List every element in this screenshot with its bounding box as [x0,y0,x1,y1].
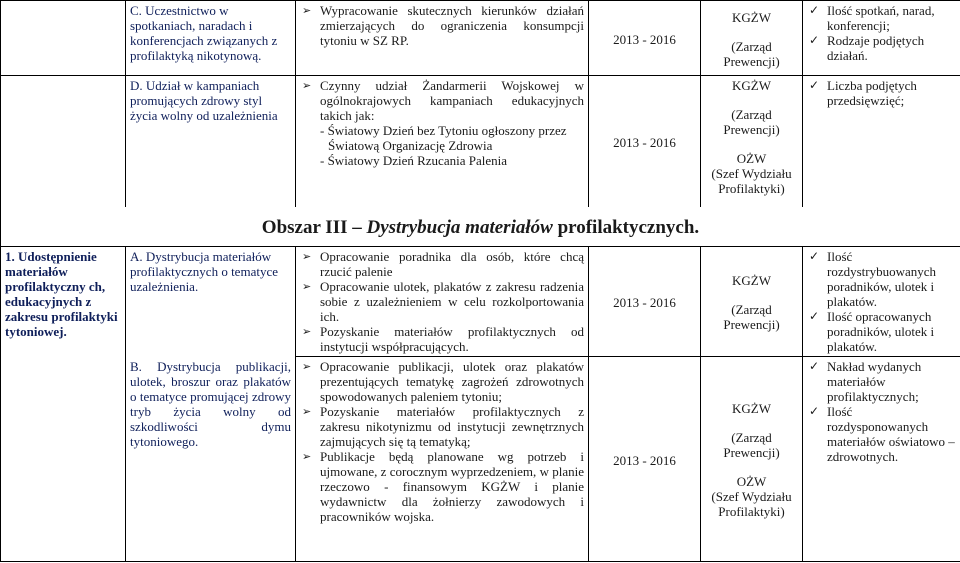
list-item: ✓ Ilość rozdysponowanych materiałów oświatowo – zdrowotnych. [809,404,955,464]
table-row [1,357,960,562]
section-heading: Obszar III – Dystrybucja materiałów profilaktycznych. [1,207,960,247]
list-item: ➢ Publikacje będą planowane wg potrzeb i ujmowane, z corocznym wyprzedzeniem, w planie rzeczowo - finansowym KGŻW i planie wydawnictw dla żołnierzy zawodowych i pracowników wojska. [302,449,584,524]
list-item: ✓ Liczba podjętych przedsięwzięć; [809,78,917,108]
actions-cell [296,357,589,562]
period-cell: 2013 - 2016 [589,357,701,562]
actions-cell [296,247,589,357]
list-item: ✓ Ilość rozdystrybuowanych poradników, ulotek i plakatów. [809,249,937,309]
task-cell: D. Udział w kampaniach promujących zdrowy styl życia wolny od uzależnienia [126,76,296,207]
list-item: ✓ Rodzaje podjętych działań. [809,33,925,63]
indicators-cell [803,247,960,357]
list-item: ✓ Ilość opracowanych poradników, ulotek i plakatów. [809,309,935,354]
indicators-cell [803,1,960,76]
responsible-cell: KGŻW (Zarząd Prewencji) OŻW (Szef Wydziału Profilaktyki) [701,357,803,562]
responsible-cell: KGŻW (Zarząd Prewencji) [701,247,803,357]
arrow-bullet-icon: ➢ [302,405,312,418]
objective-cell [1,76,126,207]
indicators-cell [803,357,960,562]
list-item: ➢ Pozyskanie materiałów profilaktycznych od instytucji współpracujących. [302,324,584,354]
checkmark-icon: ✓ [809,78,820,92]
responsible-cell: KGŻW (Zarząd Prewencji) OŻW (Szef Wydziału Profilaktyki) [701,76,803,207]
responsible-cell: KGŻW (Zarząd Prewencji) [701,1,803,76]
checkmark-icon: ✓ [809,309,820,323]
indicators-cell [803,76,960,207]
arrow-bullet-icon: ➢ [302,450,312,463]
arrow-bullet-icon: ➢ [302,325,312,338]
arrow-bullet-icon: ➢ [302,250,312,263]
list-item: ➢ Opracowanie poradnika dla osób, które chcą rzucić palenie [302,249,584,279]
arrow-bullet-icon: ➢ [302,360,312,373]
task-cell: B. Dystrybucja publikacji, ulotek, broszur oraz plakatów o tematyce promującej zdrowy tryb życia wolny od szkodliwości dymu tytoniowego. [126,357,296,562]
checkmark-icon: ✓ [809,404,820,418]
list-item: ➢ Czynny udział Żandarmerii Wojskowej w ogólnokrajowych kampaniach edukacyjnych takich jak: - Światowy Dzień bez Tytoniu ogłoszony przez Światową Organizację Zdrowia - Światowy Dzień Rzucania Palenia [302,78,584,168]
checkmark-icon: ✓ [809,359,820,373]
actions-cell [296,1,589,76]
list-item: ➢ Pozyskanie materiałów profilaktycznych z zakresu nikotynizmu od instytucji zewnętrznych zajmujących się tą tematyką; [302,404,584,449]
list-item: ➢ Wypracowanie skutecznych kierunków działań zmierzających do ograniczenia konsumpcji tytoniu w SZ RP. [302,3,584,48]
table-row [1,76,960,207]
checkmark-icon: ✓ [809,33,820,47]
checkmark-icon: ✓ [809,3,820,17]
section-row [1,207,960,247]
actions-cell [296,76,589,207]
list-item: ➢ Opracowanie publikacji, ulotek oraz plakatów prezentujących tematykę zagrożeń zdrowotnych spowodowanych paleniem tytoniu; [302,359,584,404]
period-cell: 2013 - 2016 [589,247,701,357]
checkmark-icon: ✓ [809,249,820,263]
task-cell: C. Uczestnictwo w spotkaniach, naradach i konferencjach związanych z profilaktyką nikotynową. [126,1,296,76]
table-row [1,247,960,357]
arrow-bullet-icon: ➢ [302,4,312,17]
table-row [1,1,960,76]
list-item: ✓ Nakład wydanych materiałów profilaktycznych; [809,359,922,404]
arrow-bullet-icon: ➢ [302,79,312,92]
period-cell: 2013 - 2016 [589,1,701,76]
arrow-bullet-icon: ➢ [302,280,312,293]
list-item: ➢ Opracowanie ulotek, plakatów z zakresu radzenia sobie z uzależnieniem w celu rozkolportowania ich. [302,279,584,324]
objective-cell: 1. Udostępnienie materiałów profilaktyczny ch, edukacyjnych z zakresu profilaktyki tytoniowej. [1,247,126,562]
task-cell: A. Dystrybucja materiałów profilaktycznych o tematyce uzależnienia. [126,247,296,357]
period-cell: 2013 - 2016 [589,76,701,207]
list-item: ✓ Ilość spotkań, narad, konferencji; [809,3,935,33]
objective-cell [1,1,126,76]
